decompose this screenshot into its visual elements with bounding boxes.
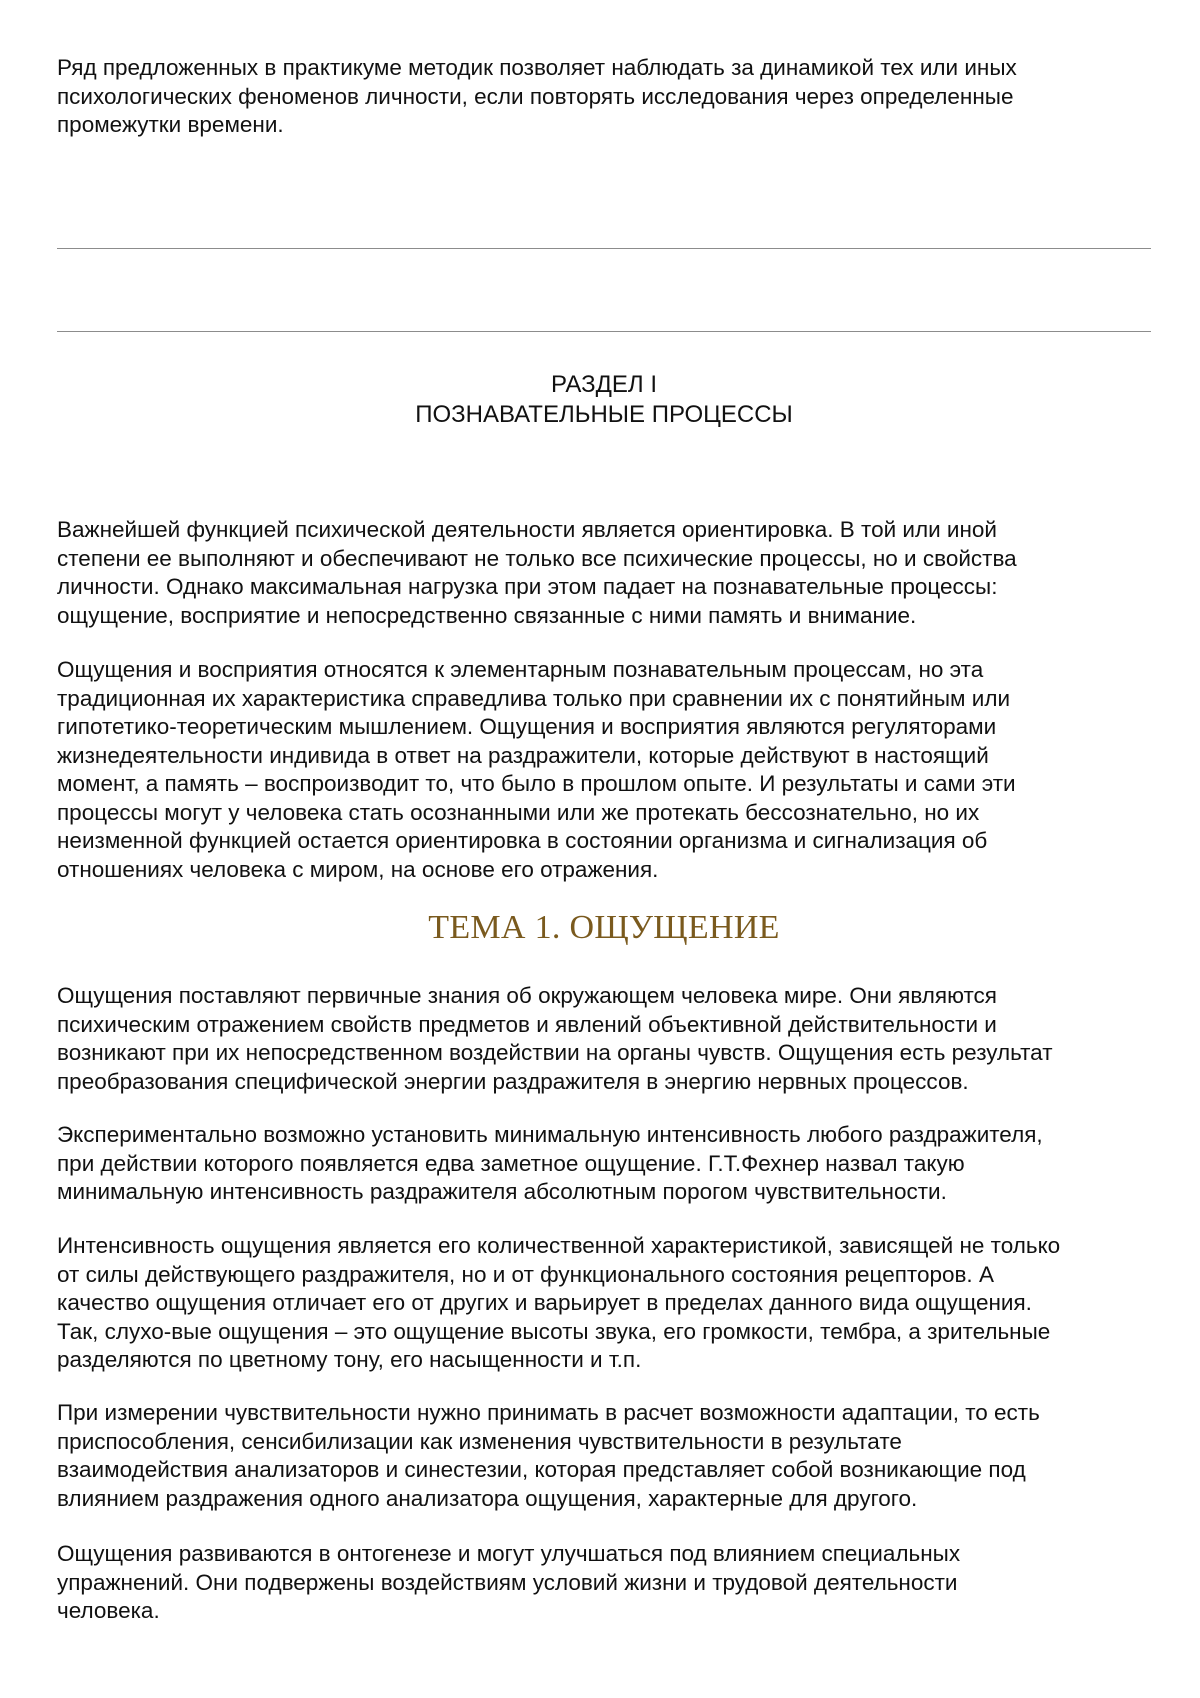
- section-number: РАЗДЕЛ I: [551, 371, 657, 398]
- section-title: ПОЗНАВАТЕЛЬНЫЕ ПРОЦЕССЫ: [415, 401, 793, 428]
- topic-paragraph-2: Экспериментально возможно установить минимальную интенсивность любого раздражителя, при действии которого появляется едва заметное ощущение. Г.Т.Фехнер назвал такую минимальную интенсивность раздражителя абсолютным порогом чувствительности.: [57, 1122, 1043, 1204]
- topic-heading: ТЕМА 1. ОЩУЩЕНИЕ: [428, 909, 780, 946]
- topic-paragraph-5: Ощущения развиваются в онтогенезе и могут улучшаться под влиянием специальных упражнений. Они подвержены воздействиям условий жизни и трудовой деятельности человека.: [57, 1541, 961, 1623]
- divider-top: [57, 248, 1151, 249]
- topic-paragraph-3: Интенсивность ощущения является его количественной характеристикой, зависящей не только от силы действующего раздражителя, но и от функционального состояния рецепторов. А качество ощущения отличает его от других и варьирует в пределах данного вида ощущения. Так, слухо-вые ощущения – это ощущение высоты звука, его громкости, тембра, а зрительные разделяются по цветному тону, его насыщенности и т.п.: [57, 1233, 1061, 1372]
- topic-paragraph-4: При измерении чувствительности нужно принимать в расчет возможности адаптации, то есть приспособления, сенсибилизации как изменения чувствительности в результате взаимодействия анализаторов и синестезии, которая представляет собой возникающие под влиянием раздражения одного анализатора ощущения, характерные для другого.: [57, 1400, 1040, 1511]
- intro-paragraph: Ряд предложенных в практикуме методик позволяет наблюдать за динамикой тех или иных психологических феноменов личности, если повторять исследования через определенные промежутки времени.: [57, 55, 1017, 137]
- divider-bottom: [57, 331, 1151, 332]
- topic-paragraph-1: Ощущения поставляют первичные знания об окружающем человека мире. Они являются психическим отражением свойств предметов и явлений объективной действительности и возникают при их непосредственном воздействии на органы чувств. Ощущения есть результат преобразования специфической энергии раздражителя в энергию нервных процессов.: [57, 983, 1053, 1094]
- section-paragraph-1: Важнейшей функцией психической деятельности является ориентировка. В той или иной степени ее выполняют и обеспечивают не только все психические процессы, но и свойства личности. Однако максимальная нагрузка при этом падает на познавательные процессы: ощущение, восприятие и непосредственно связанные с ними память и внимание.: [57, 517, 1017, 628]
- section-paragraph-2: Ощущения и восприятия относятся к элементарным познавательным процессам, но эта традиционная их характеристика справедлива только при сравнении их с понятийным или гипотетико-теоретическим мышлением. Ощущения и восприятия являются регуляторами жизнедеятельности индивида в ответ на раздражители, которые действуют в настоящий момент, а память – воспроизводит то, что было в прошлом опыте. И результаты и сами эти процессы могут у человека стать осознанными или же протекать бессознательно, но их неизменной функцией остается ориентировка в состоянии организма и сигнализация об отношениях человека с миром, на основе его отражения.: [57, 657, 1016, 882]
- section-heading: [57, 370, 1151, 430]
